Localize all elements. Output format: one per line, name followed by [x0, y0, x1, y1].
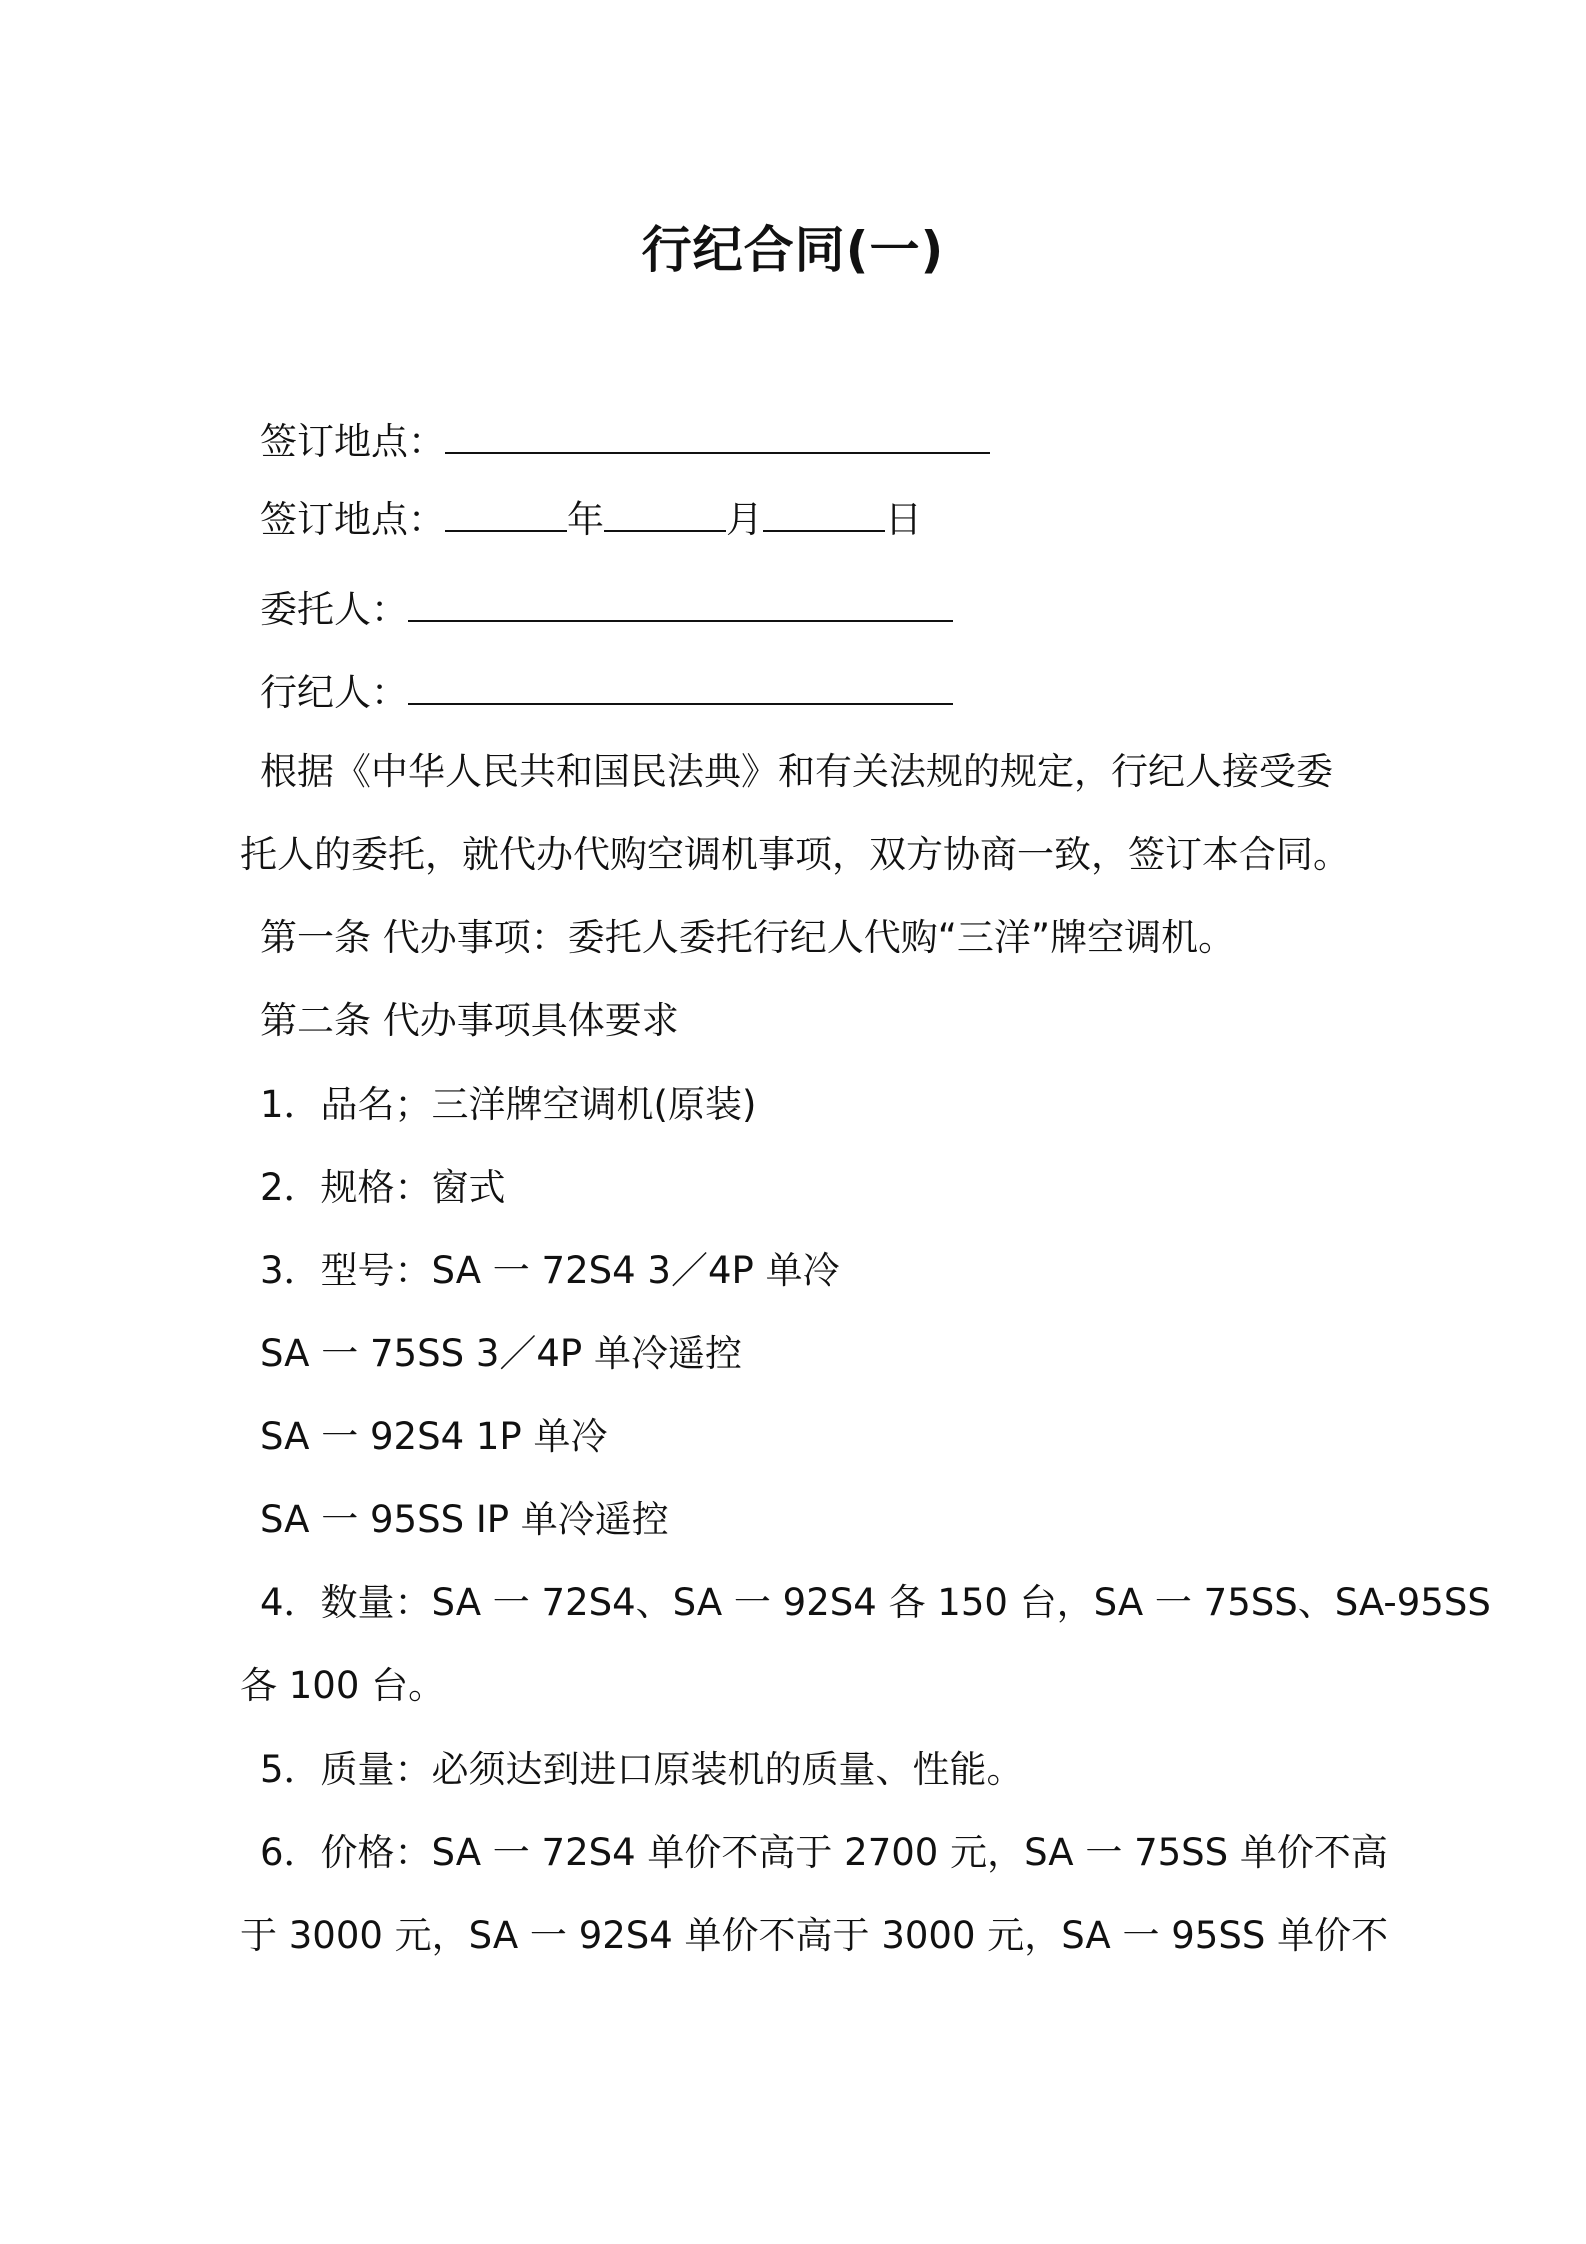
document-title: 行纪合同(一) [641, 221, 945, 279]
paragraph-line: 托人的委托，就代办代购空调机事项，双方协商一致，签订本合同。 [240, 833, 1350, 876]
agent-blank[interactable] [408, 669, 953, 705]
day-label: 日 [885, 498, 922, 541]
month-blank[interactable] [604, 496, 726, 532]
signing-date-row [260, 495, 922, 545]
principal-blank[interactable] [408, 586, 953, 622]
article-one: 第一条 代办事项：委托人委托行纪人代购“三洋”牌空调机。 [260, 916, 1236, 959]
paragraph-line: 各 100 台。 [240, 1664, 446, 1707]
paragraph-line: 根据《中华人民共和国民法典》和有关法规的规定，行纪人接受委 [260, 750, 1333, 793]
model-line: SA 一 95SS IP 单冷遥控 [260, 1498, 669, 1541]
signing-place-blank[interactable] [445, 418, 990, 454]
item-price: 6．价格：SA 一 72S4 单价不高于 2700 元，SA 一 75SS 单价不高 [260, 1831, 1388, 1874]
day-blank[interactable] [763, 496, 885, 532]
item-specification: 2．规格：窗式 [260, 1166, 506, 1209]
agent-row [260, 668, 953, 718]
item-product-name: 1．品名；三洋牌空调机(原装) [260, 1083, 757, 1126]
month-label: 月 [726, 498, 763, 541]
item-model: 3．型号：SA 一 72S4 3／4P 单冷 [260, 1249, 840, 1292]
principal-row [260, 585, 953, 635]
year-label: 年 [567, 498, 604, 541]
model-line: SA 一 75SS 3／4P 单冷遥控 [260, 1332, 742, 1375]
principal-label: 委托人： [260, 588, 408, 631]
agent-label: 行纪人： [260, 671, 408, 714]
article-two-heading: 第二条 代办事项具体要求 [260, 999, 679, 1042]
year-blank[interactable] [445, 496, 567, 532]
signing-date-label: 签订地点： [260, 498, 445, 541]
signing-place-row [260, 417, 990, 467]
item-quality: 5．质量：必须达到进口原装机的质量、性能。 [260, 1748, 1024, 1791]
signing-place-label: 签订地点： [260, 420, 445, 463]
paragraph-line: 于 3000 元，SA 一 92S4 单价不高于 3000 元，SA 一 95SS 单价不 [240, 1914, 1389, 1957]
model-line: SA 一 92S4 1P 单冷 [260, 1415, 608, 1458]
item-quantity: 4．数量：SA 一 72S4、SA 一 92S4 各 150 台，SA 一 75SS、SA-95SS [260, 1581, 1491, 1624]
